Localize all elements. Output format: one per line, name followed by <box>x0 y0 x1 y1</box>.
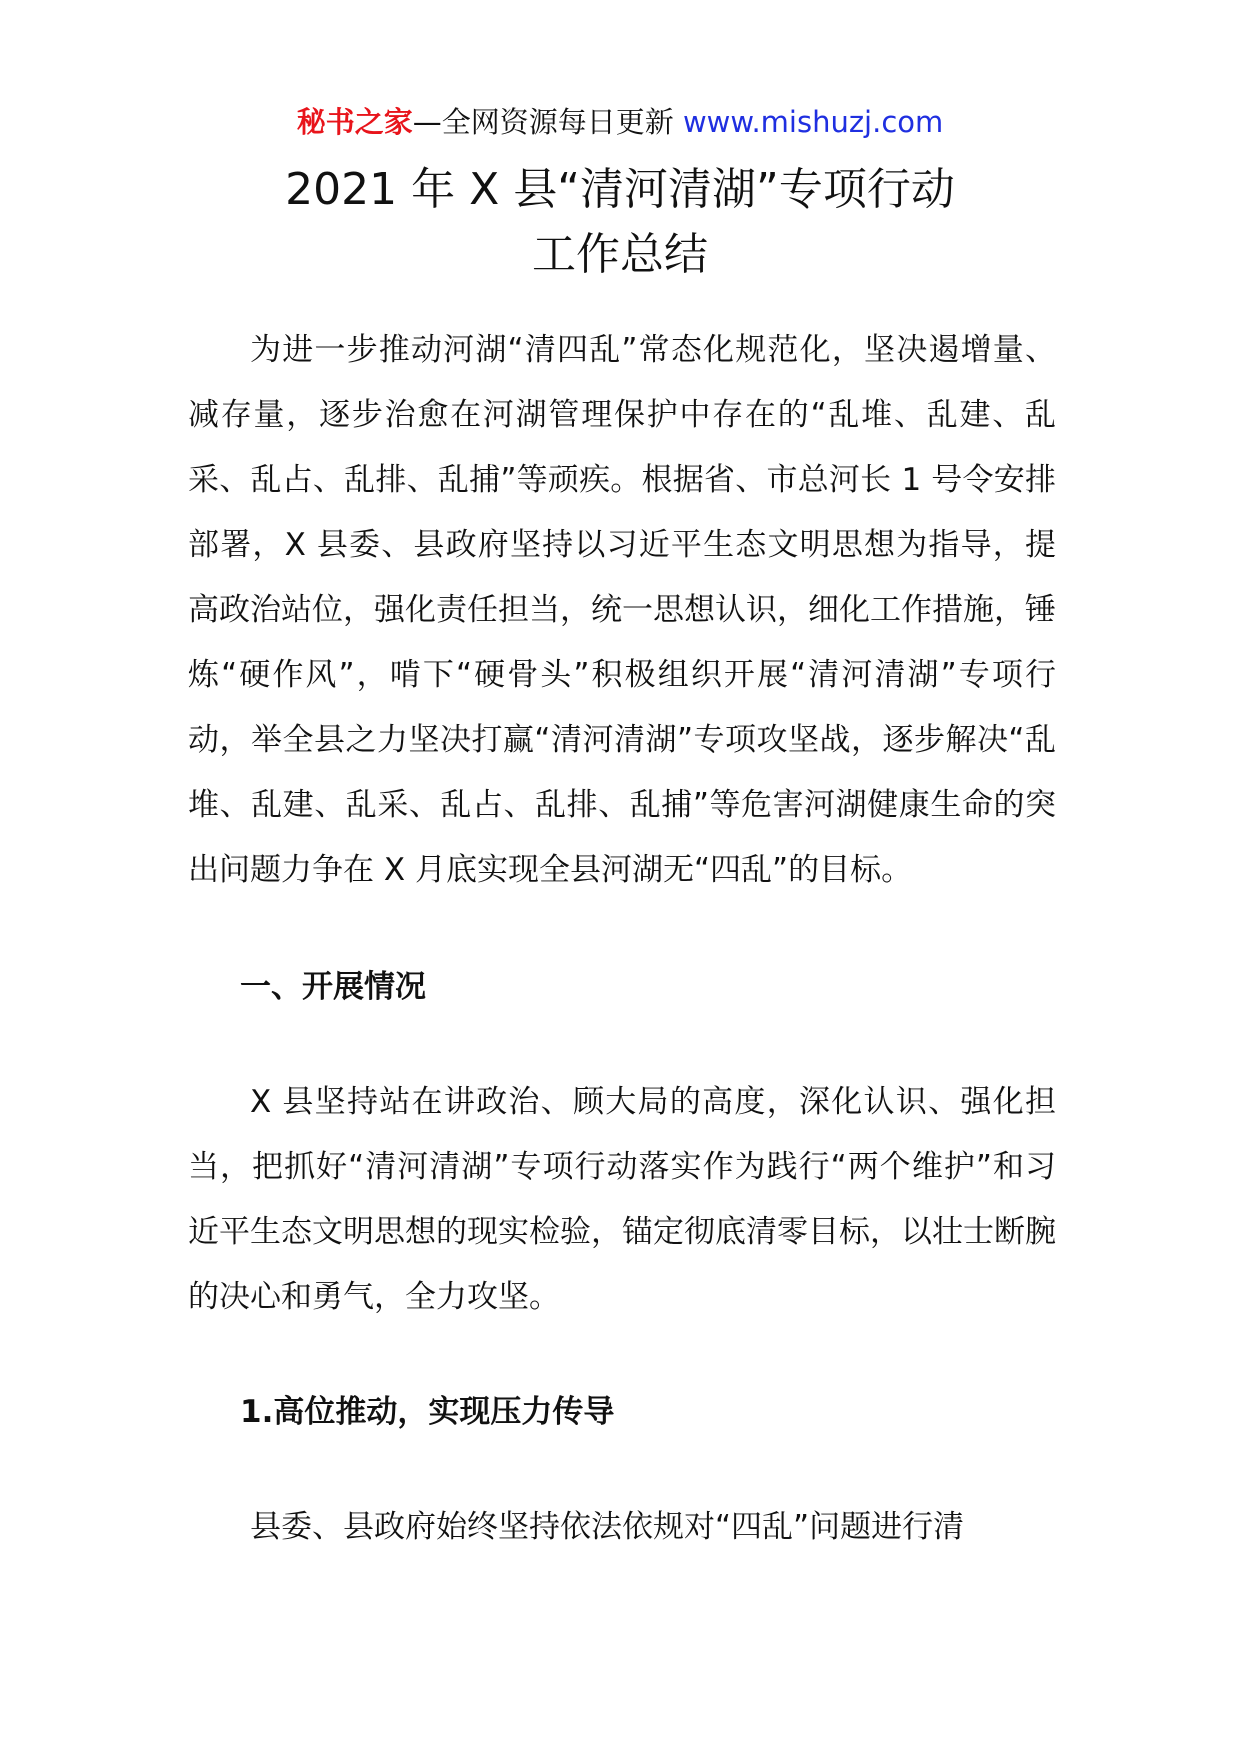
section-paragraph: X 县坚持站在讲政治、顾大局的高度，深化认识、强化担当，把抓好“清河清湖”专项行动落实作为践行“两个维护”和习近平生态文明思想的现实检验，锚定彻底清零目标，以壮士断腕的决心和勇气，全力攻坚。 <box>188 1084 1056 1315</box>
site-name: 秘书之家 <box>296 105 413 139</box>
intro-paragraph: 为进一步推动河湖“清四乱”常态化规范化，坚决遏增量、减存量，逐步治愈在河湖管理保护中存在的“乱堆、乱建、乱采、乱占、乱排、乱捕”等顽疾。根据省、市总河长 1 号令安排部署，X 县委、县政府坚持以习近平生态文明思想为指导，提高政治站位，强化责任担当，统一思想认识，细化工作措施，锤炼“硬作风”，啃下“硬骨头”积极组织开展“清河清湖”专项行动，举全县之力坚决打赢“清河清湖”专项攻坚战，逐步解决“乱堆、乱建、乱采、乱占、乱排、乱捕”等危害河湖健康生命的突出问题力争在 X 月底实现全县河湖无“四乱”的目标。 <box>188 332 1056 888</box>
document-body <box>188 318 1056 1560</box>
document-title-line-1: 2021 年 X 县“清河清湖”专项行动 <box>285 164 955 215</box>
section-heading: 一、开展情况 <box>240 969 426 1005</box>
site-url-link[interactable]: www.mishuzj.com <box>682 105 944 139</box>
document-title-line-2: 工作总结 <box>532 229 708 280</box>
subsection-heading: 1.高位推动，实现压力传导 <box>240 1394 615 1430</box>
subsection-paragraph: 县委、县政府始终坚持依法依规对“四乱”问题进行清 <box>250 1509 965 1545</box>
site-header <box>0 102 1240 142</box>
site-tagline: —全网资源每日更新 <box>412 105 683 139</box>
